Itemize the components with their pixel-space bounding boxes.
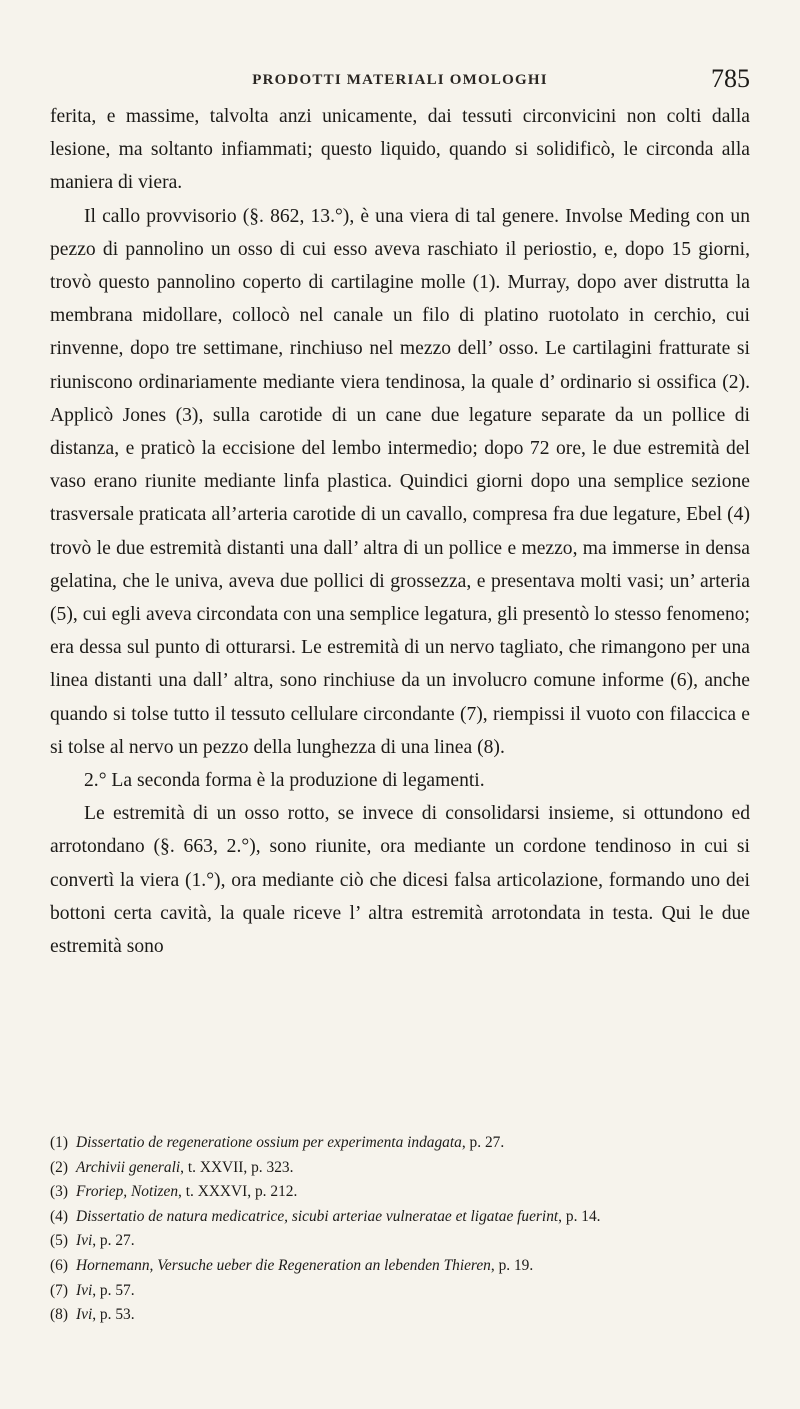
footnote: [50, 1229, 750, 1254]
footnote-reference: , t. XXVII, p. 323.: [180, 1158, 294, 1176]
footnote-marker: (8): [50, 1306, 68, 1324]
footnote-reference: , p. 53.: [92, 1306, 135, 1324]
footnotes: [50, 1131, 750, 1328]
footnote: [50, 1156, 750, 1181]
footnote-reference: , p. 14.: [558, 1207, 601, 1225]
footnote: [50, 1180, 750, 1205]
footnote: [50, 1131, 750, 1156]
footnote-source: Hornemann, Versuche ueber die Regeneration an lebenden Thieren: [76, 1256, 491, 1274]
footnote-source: Archivii generali: [76, 1158, 181, 1176]
footnote-marker: (4): [50, 1207, 68, 1225]
footnote-reference: , p. 19.: [490, 1256, 534, 1274]
body-text: [50, 100, 750, 963]
footnote: [50, 1303, 750, 1328]
paragraph-seconda-forma: 2.° La seconda forma è la produzione di legamenti.: [84, 770, 485, 792]
footnote-source: Froriep, Notizen: [76, 1183, 179, 1201]
footnote: [50, 1254, 750, 1279]
footnote-source: Ivi: [76, 1232, 93, 1250]
running-head: [50, 64, 750, 100]
running-title: PRODOTTI MATERIALI OMOLOGHI: [252, 72, 548, 88]
paragraph-estremita-osso: Le estremità di un osso rotto, se invece di consolidarsi insieme, si ottundono ed arrotondano (§. 663, 2.°), sono riunite, ora mediante un cordone tendinoso in cui si convertì la viera (1.°), ora mediante ciò che dicesi falsa articolazione, formando uno dei bottoni certa cavità, la quale riceve l’ altra estremità arrotondata in testa. Qui le due estremità sono: [50, 803, 750, 958]
footnote-source: Dissertatio de regeneratione ossium per experimenta indagata: [76, 1134, 462, 1151]
footnote-marker: (6): [50, 1256, 68, 1274]
footnote-source: Ivi: [76, 1281, 93, 1299]
footnote: [50, 1279, 750, 1304]
footnote-reference: , p. 27.: [92, 1232, 135, 1250]
paragraph-callo-provvisorio: Il callo provvisorio (§. 862, 13.°), è una viera di tal genere. Involse Meding con un pezzo di pannolino un osso di cui esso aveva raschiato il periostio, e, dopo 15 giorni, trovò questo pannolino coperto di cartilagine molle (1). Murray, dopo aver distrutta la membrana midollare, collocò nel canale un filo di platino ruotolato in cerchio, cui rinvenne, dopo tre settimane, rinchiuso nel mezzo dell’ osso. Le cartilagini fratturate si riuniscono ordinariamente mediante viera tendinosa, la quale d’ ordinario si ossifica (2). Applicò Jones (3), sulla carotide di un cane due legature separate da un pollice di distanza, e praticò la eccisione del lembo intermedio; dopo 72 ore, le due estremità del vaso erano riunite mediante linfa plastica. Quindici giorni dopo una semplice sezione trasversale praticata all’arteria carotide di un cavallo, compresa fra due legature, Ebel (4) trovò le due estremità distanti una dall’ altra di un pollice e mezzo, ma immerse in densa gelatina, che le univa, aveva due pollici di grossezza, e presentava molti vasi; un’ arteria (5), cui egli aveva circondata con una semplice legatura, gli presentò lo stesso fenomeno; era dessa sul punto di otturarsi. Le estremità di un nervo tagliato, che rimangono per una linea distanti una dall’ altra, sono rinchiuse da un involucro comune informe (6), anche quando si tolse tutto il tessuto cellulare circondante (7), riempissi il vuoto con filaccica e si tolse al nervo un pezzo della lunghezza di una linea (8).: [50, 205, 750, 758]
footnote-marker: (7): [50, 1281, 68, 1299]
footnote-marker: (2): [50, 1158, 68, 1176]
footnote-reference: , p. 57.: [92, 1281, 135, 1299]
footnote-marker: (3): [50, 1183, 68, 1201]
footnote-source: Ivi: [76, 1306, 93, 1324]
footnote-marker: (1): [50, 1134, 68, 1151]
footnote-marker: (5): [50, 1232, 68, 1250]
footnote-reference: , t. XXXVI, p. 212.: [178, 1183, 298, 1201]
footnote-source: Dissertatio de natura medicatrice, sicubi arteriae vulneratae et ligatae fuerint: [76, 1207, 559, 1225]
footnote: [50, 1205, 750, 1230]
footnote-reference: , p. 27.: [461, 1134, 505, 1151]
page-number: 785: [711, 64, 750, 93]
paragraph-continuation: ferita, e massime, talvolta anzi unicamente, dai tessuti circonvicini non colti dalla lesione, ma soltanto infiammati; questo liquido, quando si solidificò, le circonda alla maniera di viera.: [50, 106, 750, 194]
